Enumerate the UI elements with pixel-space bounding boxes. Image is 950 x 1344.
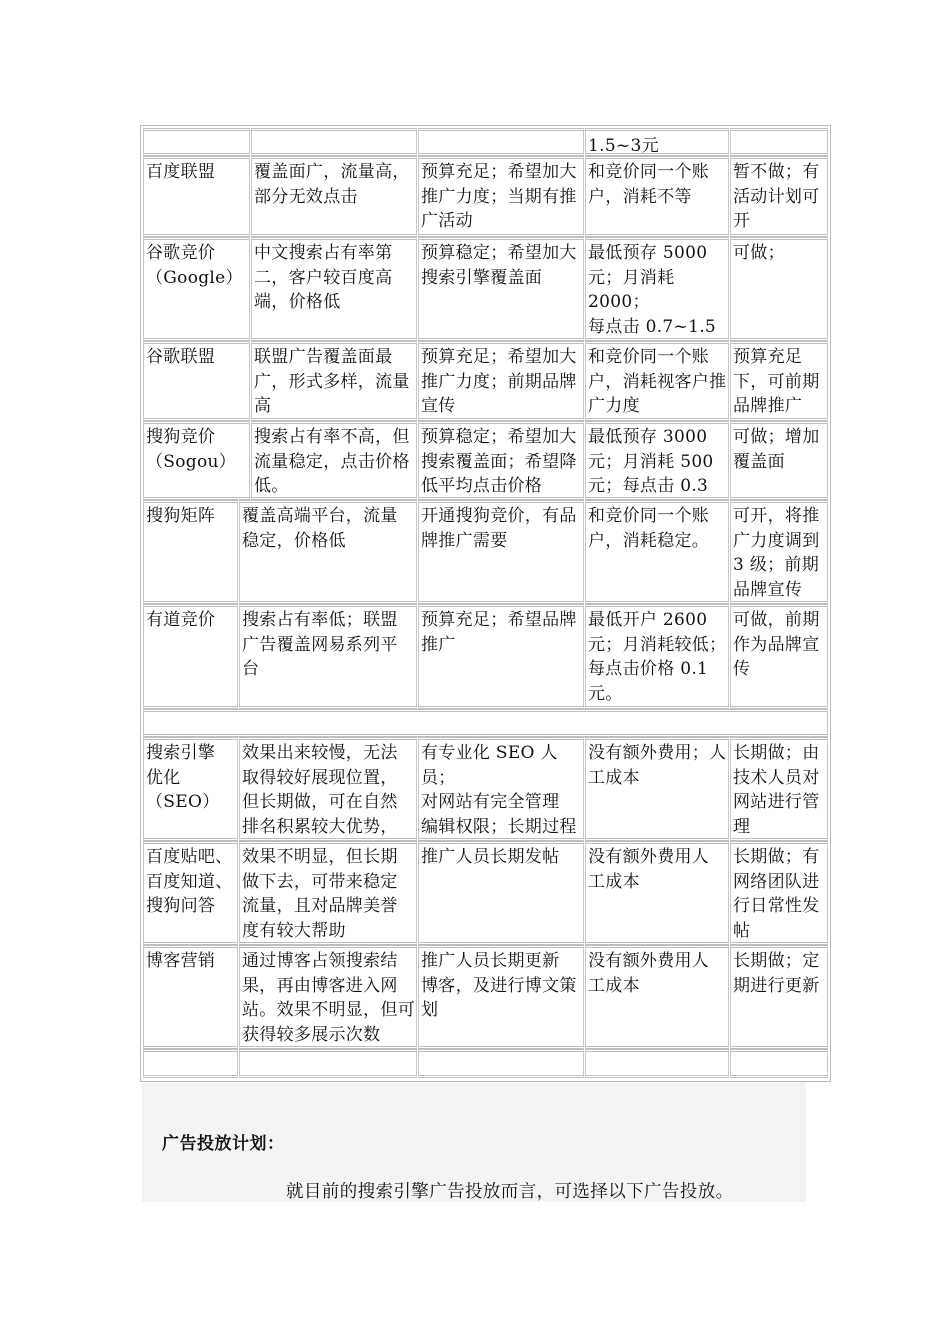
table-cell — [418, 1049, 584, 1078]
table-cell: 长期做；定 期进行更新 — [730, 945, 828, 1049]
table-cell — [143, 1049, 238, 1078]
table-cell: 预算稳定；希望加大 搜索引擎覆盖面 — [418, 237, 584, 341]
table-cell — [730, 128, 828, 156]
section-heading: 广告投放计划： — [162, 1134, 285, 1154]
table-cell: 谷歌竞价 （Google） — [143, 237, 250, 341]
table-cell: 预算充足；希望品牌 推广 — [418, 604, 584, 709]
table-row — [143, 1049, 828, 1078]
section-paragraph: 就目前的搜索引擎广告投放而言，可选择以下广告投放。 — [286, 1182, 734, 1202]
table-cell — [239, 1049, 417, 1078]
table-cell: 推广人员长期更新 博客，及进行博文策 划 — [418, 945, 584, 1049]
table-cell: 可开，将推 广力度调到 3 级；前期 品牌宣传 — [730, 500, 828, 604]
table-cell — [143, 709, 828, 737]
ad-comparison-table — [140, 125, 831, 1082]
table-cell: 有专业化 SEO 人员； 对网站有完全管理 编辑权限；长期过程 — [418, 737, 584, 841]
table-cell: 百度联盟 — [143, 156, 250, 237]
table-cell: 搜索占有率低；联盟 广告覆盖网易系列平 台 — [239, 604, 417, 709]
table-cell: 有道竞价 — [143, 604, 238, 709]
table-cell: 长期做；由 技术人员对 网站进行管 理 — [730, 737, 828, 841]
table-cell: 通过博客占领搜索结 果，再由博客进入网 站。效果不明显，但可 获得较多展示次数 — [239, 945, 417, 1049]
table-cell: 效果出来较慢，无法 取得较好展现位置， 但长期做，可在自然 排名积累较大优势， — [239, 737, 417, 841]
table-cell: 最低预存 3000 元；月消耗 500 元；每点击 0.3 — [585, 421, 729, 500]
table-cell: 和竞价同一个账 户，消耗稳定。 — [585, 500, 729, 604]
table-cell: 搜索引擎 优化（SEO） — [143, 737, 238, 841]
table-row — [143, 128, 828, 156]
table-cell: 可做，前期 作为品牌宣 传 — [730, 604, 828, 709]
table-cell: 没有额外费用；人 工成本 — [585, 737, 729, 841]
table-cell: 博客营销 — [143, 945, 238, 1049]
table-cell: 搜索占有率不高，但 流量稳定，点击价格 低。 — [251, 421, 417, 500]
table-row — [143, 709, 828, 737]
table-cell: 预算充足；希望加大 推广力度；当期有推 广活动 — [418, 156, 584, 237]
table-cell: 预算稳定；希望加大 搜索覆盖面；希望降 低平均点击价格 — [418, 421, 584, 500]
table-cell: 开通搜狗竞价，有品 牌推广需要 — [418, 500, 584, 604]
table-cell: 最低开户 2600 元；月消耗较低； 每点击价格 0.1 元。 — [585, 604, 729, 709]
table-cell — [251, 128, 417, 156]
table-cell: 1.5~3元 — [585, 128, 729, 156]
table-cell: 百度贴吧、 百度知道、 搜狗问答 — [143, 841, 238, 945]
table-row — [143, 841, 828, 945]
table-cell: 效果不明显，但长期 做下去，可带来稳定 流量，且对品牌美誉 度有较大帮助 — [239, 841, 417, 945]
table-cell: 没有额外费用人 工成本 — [585, 841, 729, 945]
table-cell: 长期做；有 网络团队进 行日常性发 帖 — [730, 841, 828, 945]
table-cell — [418, 128, 584, 156]
table-cell: 预算充足 下，可前期 品牌推广 — [730, 341, 828, 421]
table-row — [143, 421, 828, 500]
table-cell: 预算充足；希望加大 推广力度；前期品牌 宣传 — [418, 341, 584, 421]
table-row — [143, 341, 828, 421]
table-cell: 谷歌联盟 — [143, 341, 250, 421]
table-row — [143, 945, 828, 1049]
table-cell: 最低预存 5000 元；月消耗 2000； 每点击 0.7~1.5 — [585, 237, 729, 341]
table-cell: 和竞价同一个账 户，消耗不等 — [585, 156, 729, 237]
table-row — [143, 500, 828, 604]
table-cell — [143, 128, 250, 156]
table-cell: 覆盖高端平台，流量 稳定，价格低 — [239, 500, 417, 604]
table-row — [143, 604, 828, 709]
table-cell: 推广人员长期发帖 — [418, 841, 584, 945]
table-cell: 和竞价同一个账 户，消耗视客户推 广力度 — [585, 341, 729, 421]
table-cell: 中文搜索占有率第 二，客户较百度高 端，价格低 — [251, 237, 417, 341]
table-cell: 搜狗竞价 （Sogou） — [143, 421, 250, 500]
table-cell — [730, 1049, 828, 1078]
table-cell: 联盟广告覆盖面最 广，形式多样，流量 高 — [251, 341, 417, 421]
table-cell: 覆盖面广，流量高， 部分无效点击 — [251, 156, 417, 237]
table-row — [143, 237, 828, 341]
table-cell: 可做； — [730, 237, 828, 341]
table-row — [143, 156, 828, 237]
table-row — [143, 737, 828, 841]
table-cell: 没有额外费用人 工成本 — [585, 945, 729, 1049]
table-cell — [585, 1049, 729, 1078]
table-cell: 暂不做；有 活动计划可 开 — [730, 156, 828, 237]
table-cell: 可做；增加 覆盖面 — [730, 421, 828, 500]
table-cell: 搜狗矩阵 — [143, 500, 238, 604]
